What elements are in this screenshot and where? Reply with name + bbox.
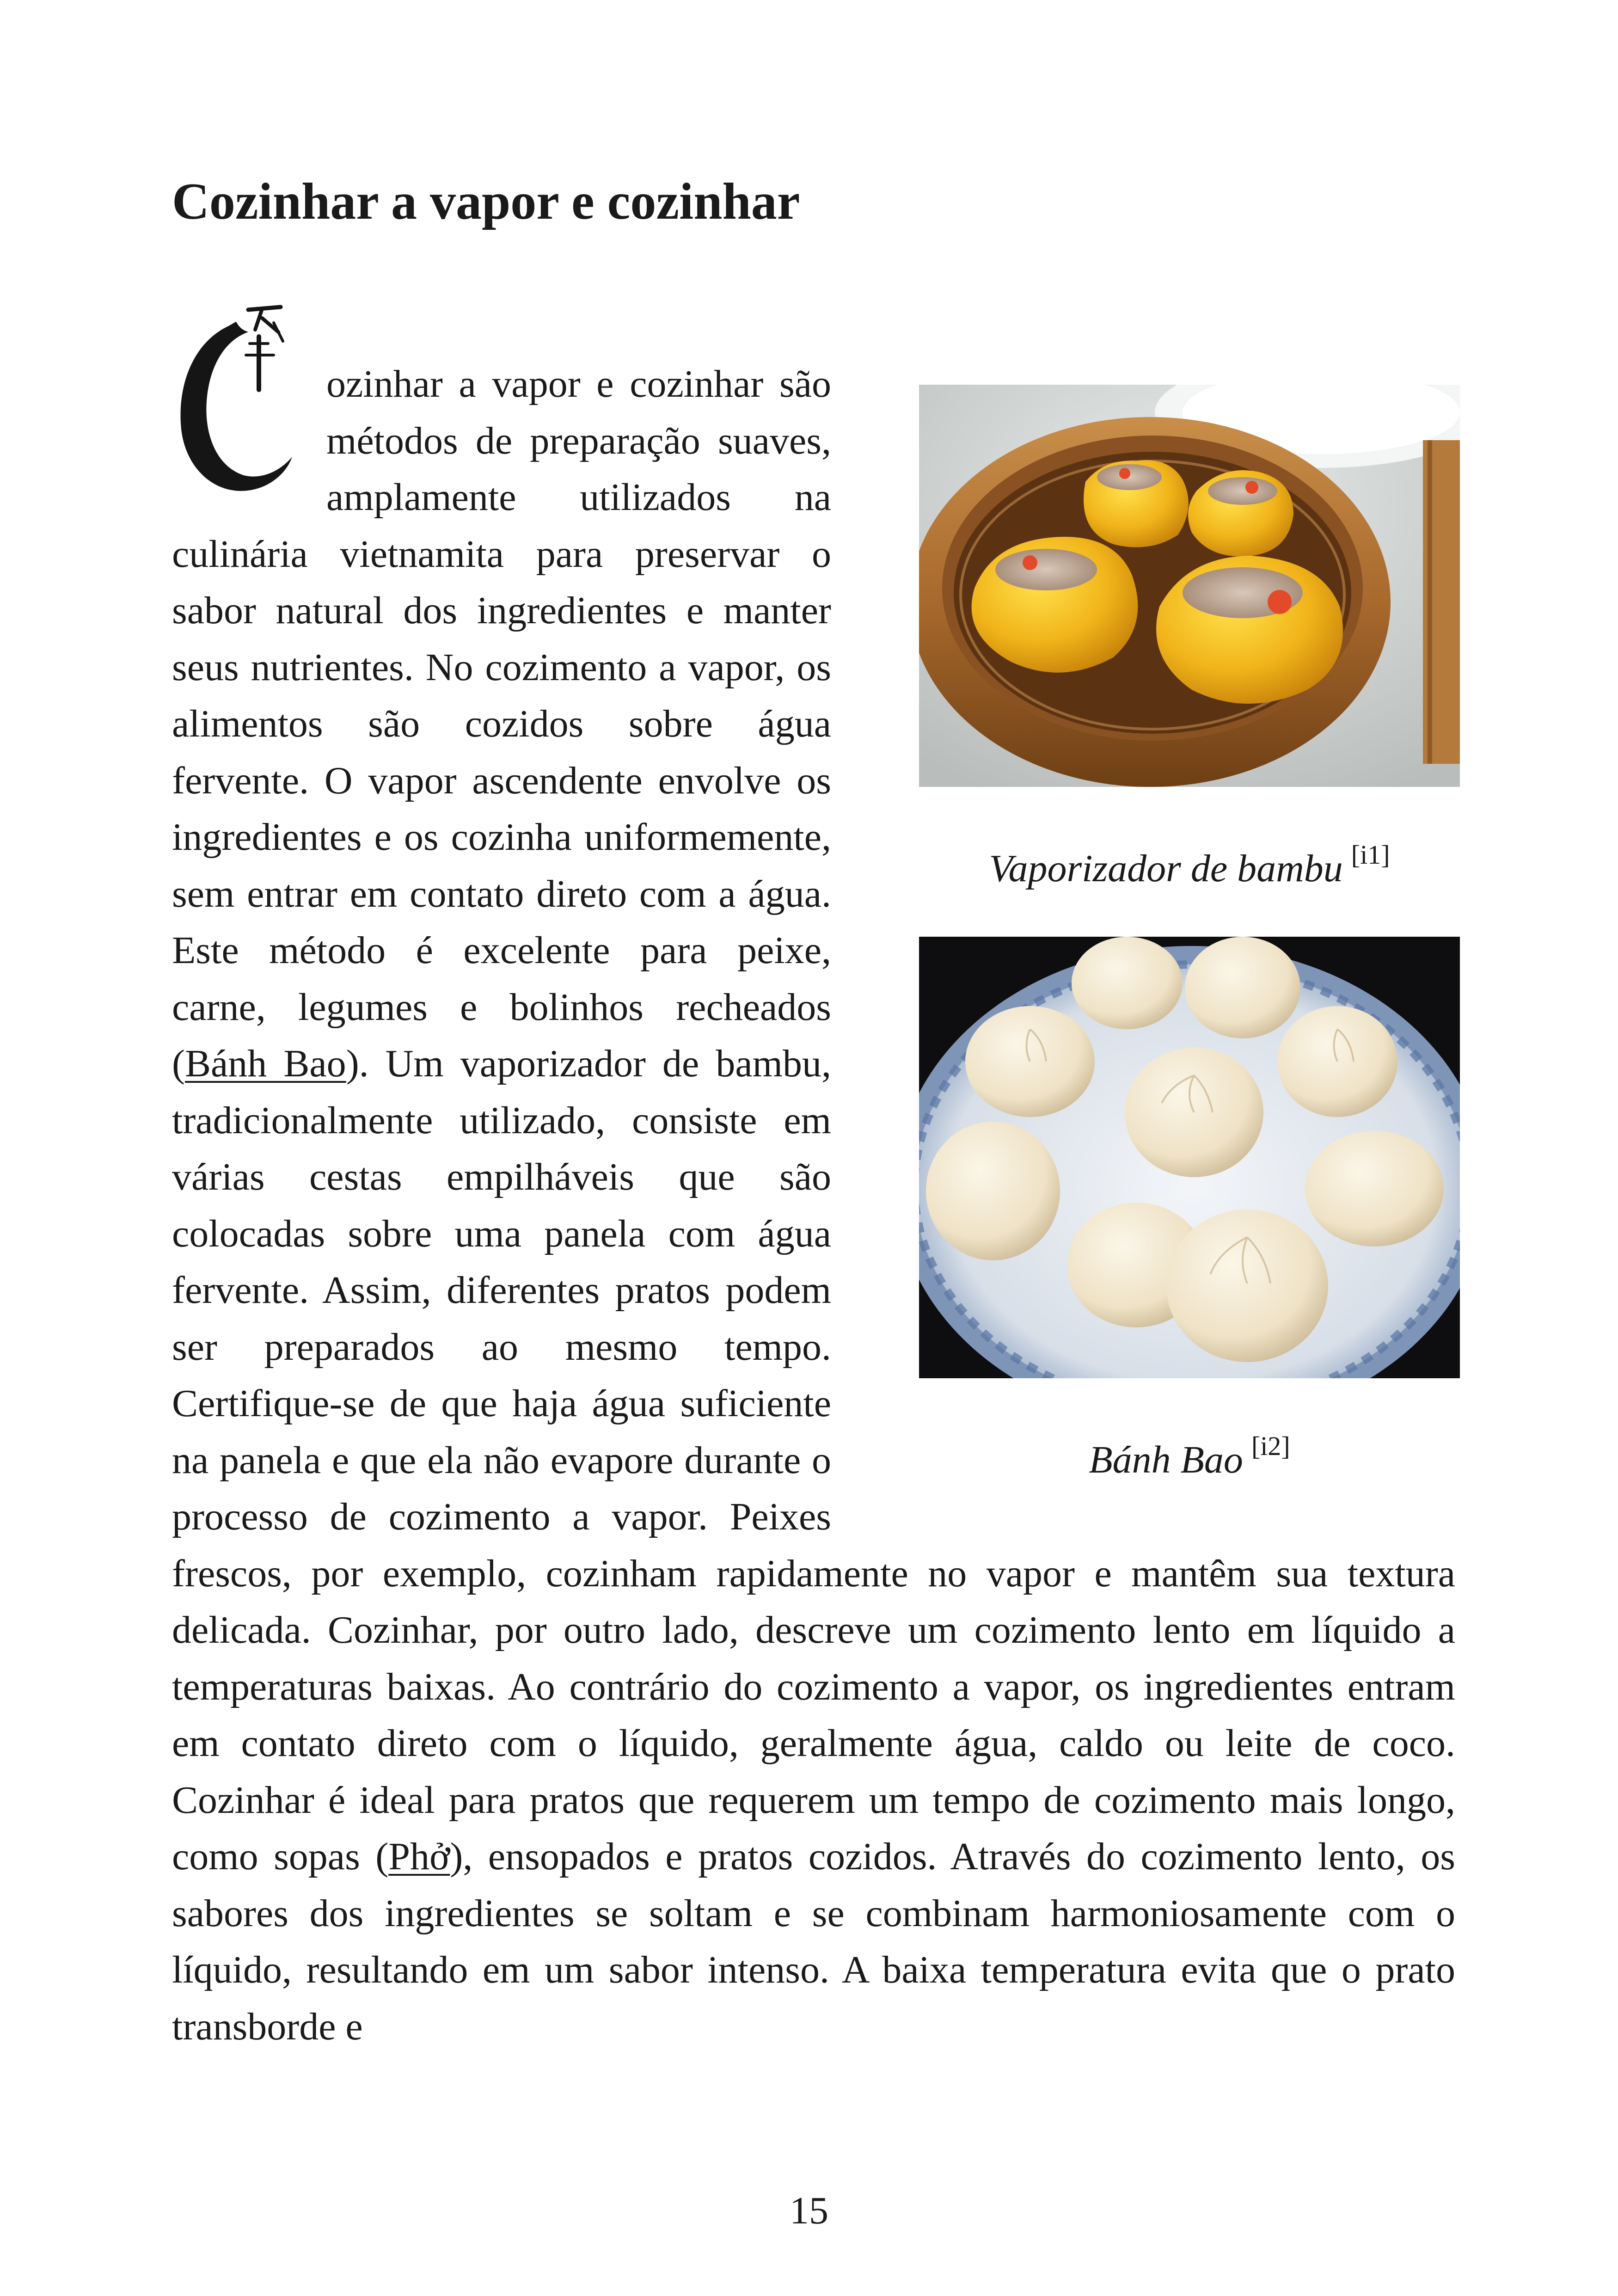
page-number: 15 [790,2189,828,2232]
paragraph-part-3: ), ensopados e pratos cozidos. Através do cozimento lento, os sabores dos ingredientes se soltam e se combinam harmoniosamente com o líquido, resultando em um sabor intenso. A baixa temperatura evita que o prato transborde e [172,1835,1455,2048]
caption-banh-bao [919,1433,1460,1480]
link-banh-bao[interactable]: Bánh Bao [184,1042,346,1085]
caption-steamer [919,841,1460,937]
paragraph-part-2: ). Um vaporizador de bambu, tradicionalmente utilizado, consiste em várias cestas empilháveis que são colocadas sobre uma panela com água fervente. Assim, diferentes pratos podem ser preparados ao mesmo tempo. Certifique-se de que haja água suficiente na panela e que ela não evapore durante o processo de cozimento a vapor. Peixes frescos, por exemplo, cozinham rapidamente no vapor e mantêm sua textura delicada. Cozinhar, por outro lado, descreve um cozimento lento em líquido a temperaturas baixas. Ao contrário do cozimento a vapor, os ingredientes entram em contato direto com o líquido, geralmente água, caldo ou leite de coco. Cozinhar é ideal para pratos que requerem um tempo de cozimento mais longo, como sopas ( [172,1042,1455,1878]
banh-bao-photo [919,937,1460,1378]
dropcap-letter [315,304,316,305]
bamboo-steamer-photo [919,385,1460,787]
caption-steamer-ref[interactable]: [i1] [1351,840,1390,870]
page-title: Cozinhar a vapor e cozinhar [172,173,800,230]
caption-steamer-text: Vaporizador de bambu [989,847,1343,890]
dropcap-c [167,304,315,503]
link-pho[interactable]: Phở [388,1835,450,1878]
figure-column [868,356,1455,1535]
caption-banh-bao-ref[interactable]: [i2] [1251,1431,1290,1461]
caption-banh-bao-text: Bánh Bao [1089,1438,1243,1481]
paragraph-part-1: ozinhar a vapor e cozinhar são métodos de preparação suaves, amplamente utilizados na culinária vietnamita para preservar o sabor natural dos ingredientes e manter seus nutrientes. No cozimento a vapor, os alimentos são cozidos sobre água fervente. O vapor ascendente envolve os ingredientes e os cozinha uniformemente, sem entrar em contato direto com a água. Este método é excelente para peixe, carne, legumes e bolinhos recheados ( [172,362,831,1085]
body-text [172,356,1455,2055]
